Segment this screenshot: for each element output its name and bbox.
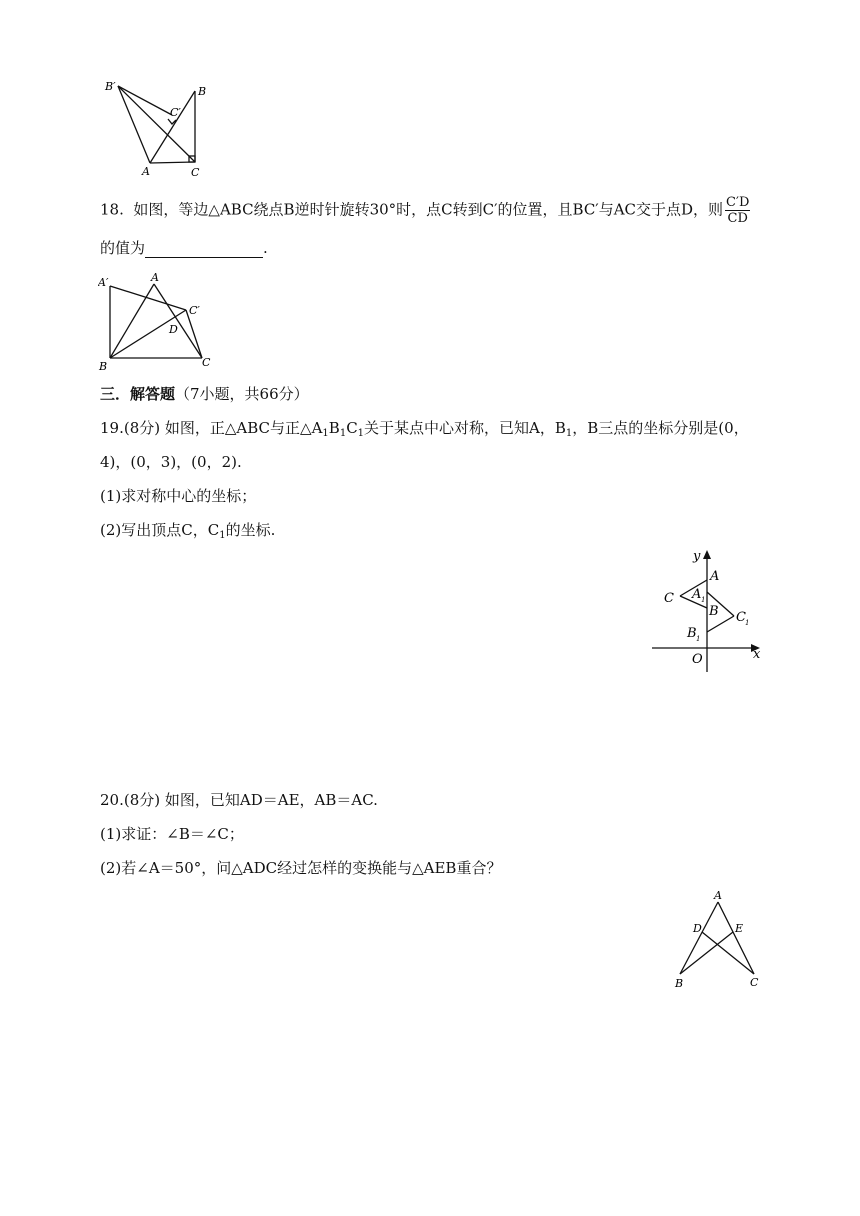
q19-number: 19. [100, 419, 124, 437]
q20-number: 20. [100, 791, 124, 809]
q19-part2-b: 的坐标. [225, 521, 276, 539]
fig17-label-b: B [198, 85, 207, 98]
fig17-b-prime-a [118, 86, 150, 163]
fig19-label-a: A [710, 569, 720, 584]
fig17-b-prime-c [118, 86, 195, 162]
q18-frac-num: C′D [726, 195, 750, 210]
q19-score: (8分) [123, 419, 161, 437]
fig19-label-x: x [753, 647, 761, 662]
fig19-label-a1-sub: 1 [701, 596, 706, 604]
q19-text-e: ，B三点的坐标分别是(0， [572, 419, 749, 437]
fig17-ab [150, 91, 195, 163]
fig17-label-c-prime: C′ [170, 106, 181, 119]
fig19-label-b1-sub: 1 [696, 635, 701, 643]
q18-fraction [725, 195, 750, 226]
q18-line2 [100, 238, 268, 258]
q19-text-a: 如图，正△ABC与正△A [164, 419, 323, 437]
fig20-ac [718, 902, 754, 974]
section-three-title: 三．解答题 [100, 385, 176, 403]
fig19-label-c: C [664, 591, 674, 606]
q18-text2-end: . [263, 239, 268, 257]
fig18-label-a-prime: A′ [98, 276, 109, 289]
fig18-ba [110, 284, 154, 358]
fig20-ab [680, 902, 718, 974]
fig18-c-prime-c [186, 310, 202, 358]
fig17-b-prime-c-prime [118, 86, 172, 115]
fig20-label-a: A [714, 889, 722, 902]
fig17-label-b-prime: B′ [105, 80, 116, 93]
fig17-label-c: C [191, 166, 200, 179]
q19-text-b: B [328, 419, 340, 437]
fig20-cd [702, 932, 754, 974]
q19-text-c: C [346, 419, 358, 437]
q19-text-d: 关于某点中心对称，已知A，B [364, 419, 566, 437]
q20-line1 [100, 790, 378, 810]
fig19-label-b1: B [687, 626, 697, 641]
q19-sub4: 1 [565, 428, 573, 439]
fig20-label-c: C [750, 976, 759, 989]
fig20-label-b: B [675, 977, 684, 990]
fig19-label-c1-sub: 1 [745, 619, 750, 627]
fig18-a-prime-c-prime [110, 286, 186, 310]
fig19-label-y: y [693, 549, 701, 564]
q20-text: 如图，已知AD＝AE，AB＝AC. [164, 791, 378, 809]
fig17-label-a: A [142, 165, 150, 178]
q18-frac-den: CD [727, 211, 748, 226]
fig19-label-o: O [692, 652, 703, 667]
q20-score: (8分) [123, 791, 161, 809]
q18-answer-blank[interactable] [145, 243, 263, 258]
figure-q18 [98, 270, 218, 374]
q20-part2: (2)若∠A＝50°，问△ADC经过怎样的变换能与△AEB重合？ [100, 859, 502, 877]
q19-line1 [100, 418, 749, 444]
fig18-label-c-prime: C′ [189, 304, 200, 317]
q20-part1: (1)求证：∠B＝∠C； [100, 825, 244, 843]
figure-q17 [100, 76, 220, 180]
figure-q19 [650, 546, 770, 676]
q18-text1: 如图，等边△ABC绕点B逆时针旋转30°时，点C转到C′的位置，且BC′与AC交于点D，则 [133, 200, 724, 219]
q19-part1: (1)求对称中心的坐标； [100, 487, 257, 505]
fig18-label-b: B [99, 360, 108, 373]
fig20-label-d: D [693, 922, 702, 935]
q19-part2 [100, 520, 275, 546]
fig18-label-a: A [151, 271, 159, 284]
q19-part2-sub: 1 [219, 530, 226, 541]
q18-line1 [100, 195, 750, 226]
fig19-label-c1: C [736, 610, 746, 625]
fig18-ac [154, 284, 202, 358]
q19-sub3: 1 [357, 428, 365, 439]
q19-part2-a: (2)写出顶点C，C [100, 521, 220, 539]
q18-number: 18. [100, 200, 124, 219]
fig18-label-c: C [202, 356, 211, 369]
fig19-label-b: B [709, 604, 719, 619]
q18-text2: 的值为 [100, 239, 146, 257]
fig19-label-a1: A [692, 587, 702, 602]
section-three-note: （7小题，共66分） [175, 385, 309, 403]
fig20-be [680, 932, 733, 974]
q19-line2: 4)，(0，3)，(0，2). [100, 453, 242, 471]
fig19-y-arrow [703, 550, 711, 559]
fig17-ac [150, 162, 195, 163]
section-three-heading [100, 384, 309, 404]
fig20-label-e: E [735, 922, 744, 935]
q19-sub2: 1 [339, 428, 347, 439]
q19-sub1: 1 [322, 428, 329, 439]
fig18-label-d: D [169, 323, 178, 336]
figure-q20 [668, 888, 768, 992]
